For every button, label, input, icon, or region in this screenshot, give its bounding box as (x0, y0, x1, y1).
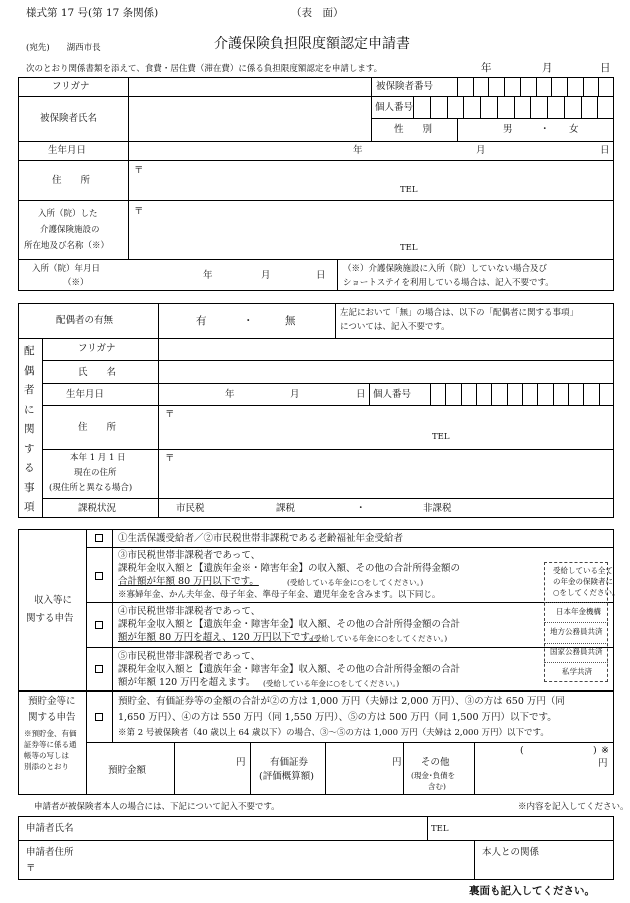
furigana-label: フリガナ (52, 81, 90, 92)
option-3-line-4: ※寡婦年金、かん夫年金、母子年金、準母子年金、遺児年金を含みます。以下同じ。 (118, 590, 441, 600)
admission-month-label: 月 (261, 270, 271, 281)
spouse-personal-number-cell-divider (445, 383, 446, 405)
address-label: 住 所 (52, 175, 91, 186)
savings-note-4: 別添のとおり (24, 762, 69, 771)
spouse-address-postal: 〒 (165, 409, 175, 420)
option-4-line-2: 課税年金収入額と【遺族年金・障害年金】収入額、その他の合計所得金額の合計 (118, 619, 461, 630)
spouse-note-2: については、記入不要です。 (340, 322, 450, 332)
date-month-label: 月 (542, 62, 553, 74)
personal-number-cell-divider (581, 96, 582, 118)
spouse-vertical-char: 項 (24, 501, 35, 513)
jan1-label-2: 現在の住所 (74, 468, 117, 478)
facility-postal-mark: 〒 (134, 206, 144, 217)
insured-number-cell-divider (598, 77, 599, 96)
personal-number-cell-divider (564, 96, 565, 118)
personal-number-cell-divider (463, 96, 464, 118)
securities-label-2: (評価概算額) (259, 771, 314, 782)
back-side-note: 裏面も記入してください。 (469, 885, 595, 897)
insurer-note-2: の年金の保険者に (553, 577, 613, 586)
option-4-line-3-sub: (受給している年金に○をしてください。) (311, 634, 448, 643)
securities-yen: 円 (392, 757, 402, 768)
spouse-note-1: 左記において「無」の場合は、以下の「配偶者に関する事項」 (340, 308, 579, 318)
applicant-note: 申請者が被保険者本人の場合には、下記について記入不要です。 (34, 802, 280, 812)
spouse-personal-number-cell-divider (599, 383, 600, 405)
option-5-line-3: 額が年額 120 万円を超えます。 (118, 677, 256, 688)
spouse-personal-number-cell-divider (522, 383, 523, 405)
insurer-3[interactable]: 国家公務員共済 (550, 647, 603, 656)
deposit-yen: 円 (236, 757, 246, 768)
applicant-note-right: ※内容を記入してください。 (518, 802, 629, 812)
option-3-line-3: 合計額が年額 80 万円以下です。 (118, 576, 259, 587)
insured-number-cell-divider (567, 77, 568, 96)
insured-number-cell-divider (551, 77, 552, 96)
spouse-vertical-char: 偶 (24, 364, 35, 377)
savings-note-1: ※預貯金、有価 (24, 729, 77, 738)
insurer-2[interactable]: 地方公務員共済 (550, 627, 603, 636)
tax-status-label: 課税状況 (78, 503, 117, 514)
personal-number-cell-divider (514, 96, 515, 118)
spouse-vertical-char: 者 (24, 384, 35, 396)
personal-number-cell-divider (447, 96, 448, 118)
spouse-personal-number-cell-divider (491, 383, 492, 405)
other-paren-close: ) (593, 745, 597, 756)
other-sub-2: 含む) (428, 782, 446, 791)
tax-taxable[interactable]: 課税 (276, 503, 296, 514)
insured-number-cell-divider (504, 77, 505, 96)
gender-label: 性 別 (394, 124, 433, 135)
other-paren-open: ( (520, 745, 524, 756)
insurer-1[interactable]: 日本年金機構 (556, 607, 601, 616)
intro-text: 次のとおり関係書類を添えて、食費・居住費（滞在費）に係る負担限度額認定を申請します。 (26, 64, 383, 74)
spouse-vertical-char: す (24, 442, 35, 455)
insurer-4[interactable]: 私学共済 (562, 667, 592, 676)
jan1-label-3: (現住所と異なる場合) (49, 483, 133, 493)
address-postal-mark: 〒 (134, 165, 144, 176)
spouse-personal-number-label: 個人番号 (373, 389, 412, 400)
spouse-address-tel: TEL (432, 432, 450, 442)
other-sub-1: (現金･負債を (411, 771, 456, 780)
admission-note-2: ショートステイを利用している場合は、記入不要です。 (343, 278, 554, 288)
insured-number-cell-divider (536, 77, 537, 96)
spouse-personal-number-cell-divider (537, 383, 538, 405)
jan1-label-1: 本年 1 月 1 日 (70, 453, 126, 463)
personal-number-label: 個人番号 (375, 102, 414, 113)
option-5-line-1: ⑤市民税世帯非課税者であって、 (118, 651, 261, 662)
option-3-checkbox[interactable] (95, 572, 103, 580)
admission-note-1: （※）介護保険施設に入所（院）していない場合及び (343, 264, 548, 274)
personal-number-cell-divider (497, 96, 498, 118)
facility-tel-label: TEL (400, 243, 418, 253)
spouse-personal-number-cell-divider (568, 383, 569, 405)
spouse-personal-number-cell-divider (553, 383, 554, 405)
insured-number-cell-divider (488, 77, 489, 96)
option-5-line-2: 課税年金収入額と【遺族年金・障害年金】収入額、その他の合計所得金額の合計 (118, 664, 461, 675)
spouse-personal-number-cell-divider (583, 383, 584, 405)
applicant-address-label: 申請者住所 (26, 847, 74, 858)
income-label-1: 収入等に (34, 595, 73, 606)
spouse-personal-number-cell-divider (461, 383, 462, 405)
savings-checkbox[interactable] (95, 713, 103, 721)
insured-name-label: 被保険者氏名 (40, 113, 98, 124)
facility-label-1: 入所（院）した (38, 209, 98, 219)
spouse-name-label: 氏 名 (78, 367, 117, 378)
insured-number-cell-divider (473, 77, 474, 96)
savings-text-3: ※第 2 号被保険者（40 歳以上 64 歳以下）の場合、③～⑤の方は 1,000 万円（夫婦は 2,000 万円）以下です。 (118, 728, 549, 738)
birth-month-label: 月 (476, 145, 486, 156)
option-3-line-2: 課税年金収入額と【遺族年金※・障害年金】の収入額、その他の合計所得金額の (118, 563, 461, 574)
income-label-2: 関する申告 (26, 613, 74, 624)
personal-number-cell-divider (530, 96, 531, 118)
personal-number-cell-divider (430, 96, 431, 118)
admission-day-label: 日 (316, 270, 326, 281)
address-tel-label: TEL (400, 185, 418, 195)
addressee: (宛先) 湖西市長 (26, 43, 101, 53)
spouse-vertical-char: 配 (24, 345, 35, 357)
spouse-yes[interactable]: 有 (196, 315, 207, 327)
savings-text-1: 預貯金、有価証券等の金額の合計が②の方は 1,000 万円（夫婦は 2,000 万円）、③の方は 650 万円（同 (118, 696, 565, 707)
birth-label: 生年月日 (48, 145, 87, 156)
side-label: （表 面） (291, 7, 344, 19)
admission-year-label: 年 (203, 270, 213, 281)
applicant-relation-label: 本人との関係 (482, 847, 540, 858)
spouse-vertical-char: る (24, 462, 35, 474)
page-title: 介護保険負担限度額認定申請書 (214, 36, 410, 52)
facility-label-3: 所在地及び名称（※） (24, 241, 110, 251)
birth-day-label: 日 (600, 145, 610, 156)
personal-number-cell-divider (547, 96, 548, 118)
securities-label-1: 有価証券 (270, 757, 309, 768)
spouse-no[interactable]: 無 (285, 315, 296, 327)
option-5-line-3-sub: (受給している年金に○をしてください。) (263, 679, 400, 688)
insurer-note-1: 受給している全て (553, 566, 613, 575)
gender-male[interactable]: 男 (503, 124, 513, 135)
spouse-address-label: 住 所 (78, 422, 117, 433)
spouse-furigana-label: フリガナ (78, 343, 116, 354)
option-4-checkbox[interactable] (95, 621, 103, 629)
personal-number-cell-divider (480, 96, 481, 118)
savings-note-2: 証券等に係る通 (24, 740, 77, 749)
other-asterisk: ※ (601, 745, 609, 756)
deposit-label: 預貯金額 (108, 765, 147, 776)
spouse-birth-month: 月 (290, 389, 300, 400)
other-yen: 円 (598, 758, 608, 769)
option-3-line-1: ③市民税世帯非課税者であって、 (118, 550, 261, 561)
spouse-vertical-char: に (24, 403, 35, 416)
option-5-checkbox[interactable] (95, 665, 103, 673)
gender-female[interactable]: 女 (569, 124, 579, 135)
gender-separator: ・ (540, 124, 550, 135)
savings-note-3: 帳等の写しは (24, 751, 69, 760)
spouse-birth-year: 年 (225, 389, 235, 400)
facility-label-2: 介護保険施設の (40, 225, 100, 235)
insured-number-cell-divider (583, 77, 584, 96)
applicant-name-label: 申請者氏名 (26, 823, 74, 834)
spouse-birth-day: 日 (356, 389, 366, 400)
option-1-checkbox[interactable] (95, 534, 103, 542)
other-label: その他 (421, 757, 450, 768)
jan1-postal: 〒 (165, 453, 175, 464)
birth-year-label: 年 (353, 145, 363, 156)
spouse-vertical-char: 事 (24, 481, 35, 494)
insured-number-label: 被保険者番号 (376, 81, 434, 92)
personal-number-cell-divider (597, 96, 598, 118)
savings-label-2: 関する申告 (28, 712, 76, 723)
spouse-birth-label: 生年月日 (66, 389, 105, 400)
tax-separator: ・ (356, 503, 366, 514)
admission-label-2: （※） (63, 278, 89, 288)
tax-nontaxable[interactable]: 非課税 (423, 503, 452, 514)
insured-number-cell-divider (520, 77, 521, 96)
spouse-personal-number-cell-divider (507, 383, 508, 405)
option-3-line-3-sub: (受給している年金に○をしてください。) (287, 578, 424, 587)
spouse-personal-number-cell-divider (476, 383, 477, 405)
tax-city-label: 市民税 (176, 503, 205, 514)
applicant-tel-label: TEL (431, 824, 449, 834)
form-number: 様式第 17 号(第 17 条関係) (26, 7, 159, 19)
option-4-line-1: ④市民税世帯非課税者であって、 (118, 606, 261, 617)
insurer-note-3: ○をしてください。 (553, 588, 620, 597)
date-year-label: 年 (481, 62, 492, 74)
applicant-postal: 〒 (26, 863, 36, 874)
spouse-separator: ・ (243, 315, 254, 327)
savings-label-1: 預貯金等に (28, 696, 76, 707)
admission-label-1: 入所（院）年月日 (32, 264, 101, 274)
option-4-line-3: 額が年額 80 万円を超え、120 万円以下です。 (118, 632, 319, 643)
date-day-label: 日 (600, 62, 611, 74)
spouse-vertical-char: 関 (24, 423, 35, 435)
option-1-text: ①生活保護受給者／②市民税世帯非課税である老齢福祉年金受給者 (118, 533, 404, 544)
spouse-presence-label: 配偶者の有無 (56, 315, 114, 326)
savings-text-2: 1,650 万円）、④の方は 550 万円（同 1,550 万円）、⑤の方は 500 万円（同 1,500 万円）以下です。 (118, 712, 557, 723)
